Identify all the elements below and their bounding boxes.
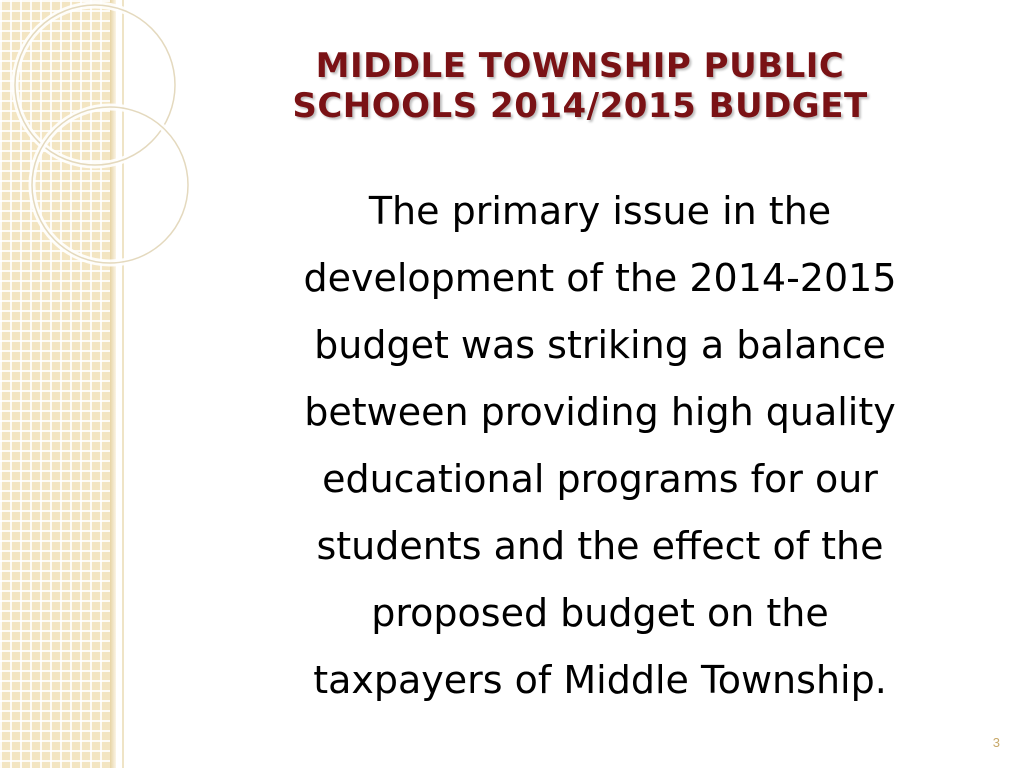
page-number: 3 xyxy=(992,735,1000,750)
decorative-circle-upper xyxy=(15,5,175,165)
decorative-circle-lower xyxy=(32,107,188,263)
slide-title: MIDDLE TOWNSHIP PUBLIC SCHOOLS 2014/2015 BUDGET xyxy=(292,46,868,126)
slide-body-text: The primary issue in the development of the 2014-2015 budget was striking a balance between providing high quality educational programs for our students and the effect of the proposed budget on the taxpayers of Middle Township. xyxy=(303,189,897,702)
